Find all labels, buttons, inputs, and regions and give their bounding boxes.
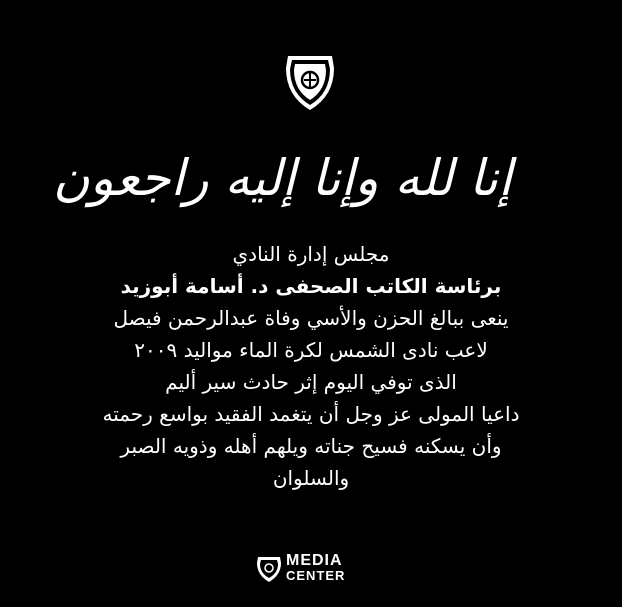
- announcement-line: لاعب نادى الشمس لكرة الماء مواليد ٢٠٠٩: [134, 338, 488, 362]
- board-line: مجلس إدارة النادي: [232, 242, 390, 266]
- announcement-line: داعيا المولى عز وجل أن يتغمد الفقيد بواسع رحمته: [102, 402, 520, 426]
- center-label: CENTER: [286, 568, 346, 583]
- announcement-line: ينعى ببالغ الحزن والأسي وفاة عبدالرحمن فيصل: [113, 306, 509, 330]
- announcement-line: والسلوان: [272, 466, 350, 490]
- announcement-text: [40, 238, 582, 494]
- club-crest-icon: [256, 555, 282, 583]
- media-center-logo: [248, 547, 376, 587]
- crest-text: نادى الشمس الرياضى: [294, 60, 326, 64]
- club-crest-icon: [282, 52, 338, 112]
- media-label: MEDIA: [286, 552, 343, 569]
- chairman-line: برئاسة الكاتب الصحفى د. أسامة أبوزيد: [120, 274, 502, 298]
- announcement-line: وأن يسكنه فسيح جناته ويلهم أهله وذويه الصبر: [120, 434, 502, 458]
- announcement-line: الذى توفي اليوم إثر حادث سير أليم: [165, 370, 457, 394]
- quran-verse-calligraphy: إنا لله وإنا إليه راجعون: [52, 149, 512, 207]
